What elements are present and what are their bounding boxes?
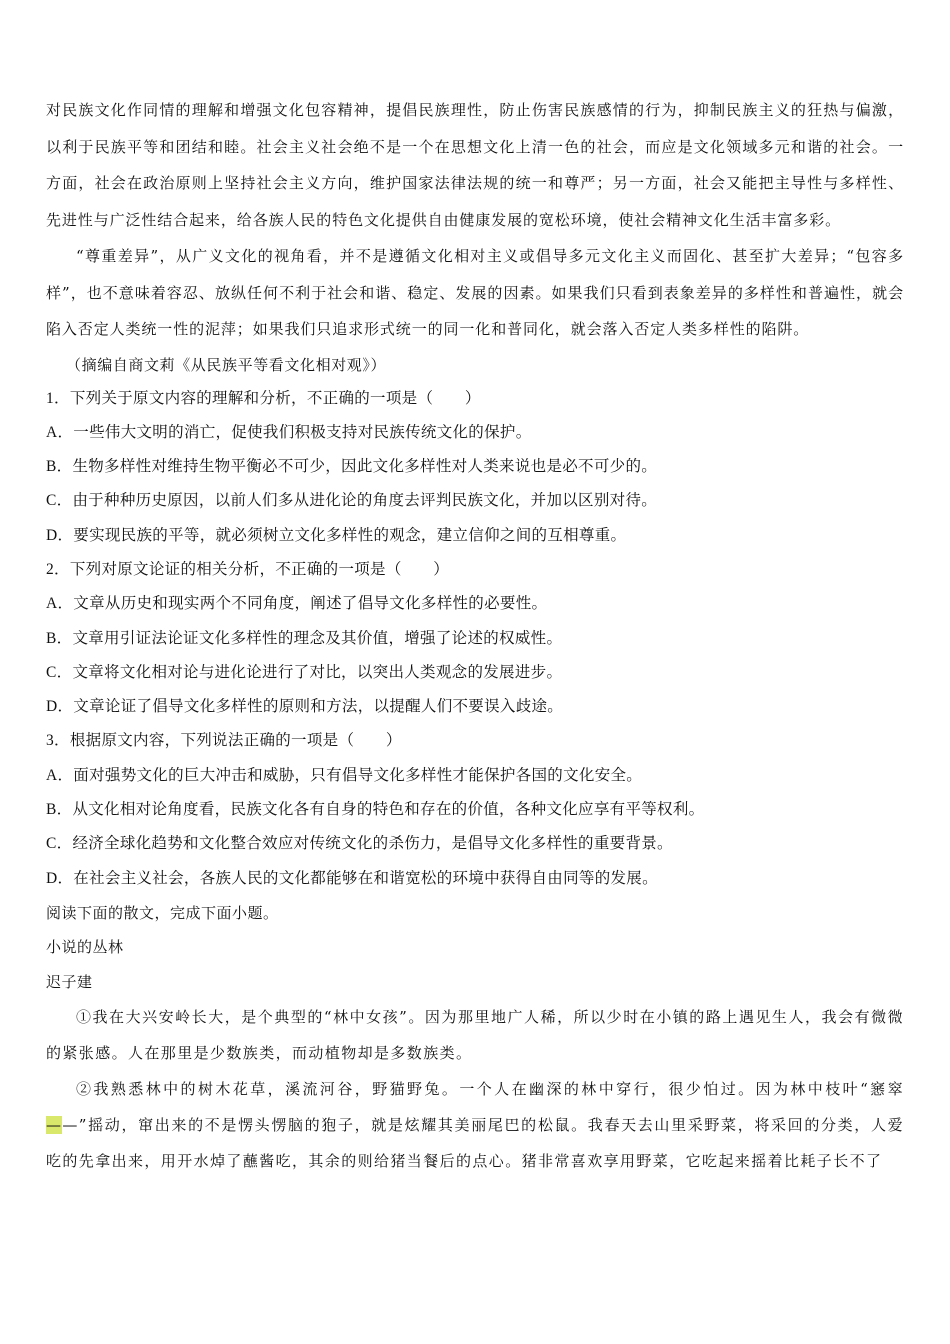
essay-paragraph bbox=[46, 1071, 904, 1179]
question-option: D．文章论证了倡导文化多样性的原则和方法，以提醒人们不要误入歧途。 bbox=[46, 698, 564, 716]
passage-source: （摘编自商文莉《从民族平等看文化相对观》） bbox=[66, 355, 387, 374]
essay-text: —”摇动，窜出来的不是愣头愣脑的狍子，就是炫耀其美丽尾巴的松鼠。我春天去山里采野菜，将采回的分类，人爱吃的先拿出来，用开水焯了蘸酱吃，其余的则给猪当餐后的点心。猪非常喜欢享用野菜，它吃起来摇着比耗子长不了 bbox=[46, 1116, 904, 1171]
passage-paragraph: 对民族文化作同情的理解和增强文化包容精神，提倡民族理性，防止伤害民族感情的行为，抑制民族主义的狂热与偏激，以利于民族平等和团结和睦。社会主义社会绝不是一个在思想文化上清一色的社会，而应是文化领域多元和谐的社会。一方面，社会在政治原则上坚持社会主义方向，维护国家法律法规的统一和尊严；另一方面，社会又能把主导性与多样性、先进性与广泛性结合起来，给各族人民的特色文化提供自由健康发展的宽松环境，使社会精神文化生活丰富多彩。 bbox=[46, 101, 904, 229]
question-option: A．文章从历史和现实两个不同角度，阐述了倡导文化多样性的必要性。 bbox=[46, 595, 548, 613]
question-option: C．经济全球化趋势和文化整合效应对传统文化的杀伤力，是倡导文化多样性的重要背景。 bbox=[46, 835, 673, 853]
question-2 bbox=[46, 553, 904, 724]
question-option: C．文章将文化相对论与进化论进行了对比，以突出人类观念的发展进步。 bbox=[46, 663, 563, 681]
essay-author: 迟子建 bbox=[46, 972, 93, 991]
question-option: B．文章用引证法论证文化多样性的理念及其价值，增强了论述的权威性。 bbox=[46, 629, 563, 647]
question-stem: 3．根据原文内容，下列说法正确的一项是（ ） bbox=[46, 732, 402, 750]
question-option: D．要实现民族的平等，就必须树立文化多样性的观念，建立信仰之间的互相尊重。 bbox=[46, 526, 627, 544]
question-option: C．由于种种历史原因，以前人们多从进化论的角度去评判民族文化，并加以区别对待。 bbox=[46, 492, 658, 510]
question-option: A．一些伟大文明的消亡，促使我们积极支持对民族传统文化的保护。 bbox=[46, 423, 532, 441]
question-1 bbox=[46, 382, 904, 553]
essay-title: 小说的丛林 bbox=[46, 938, 124, 957]
reading-prompt: 阅读下面的散文，完成下面小题。 bbox=[46, 903, 279, 922]
question-option: D．在社会主义社会，各族人民的文化都能够在和谐宽松的环境中获得自由同等的发展。 bbox=[46, 869, 658, 887]
question-option: A．面对强势文化的巨大冲击和威胁，只有倡导文化多样性才能保护各国的文化安全。 bbox=[46, 766, 643, 784]
question-stem: 1．下列关于原文内容的理解和分析，不正确的一项是（ ） bbox=[46, 389, 481, 407]
question-3 bbox=[46, 724, 904, 895]
question-option: B．生物多样性对维持生物平衡必不可少，因此文化多样性对人类来说也是必不可少的。 bbox=[46, 458, 658, 476]
essay-text: ②我熟悉林中的树木花草，溪流河谷，野猫野兔。一个人在幽深的林中穿行，很少怕过。因为林中枝叶“窸窣 bbox=[76, 1080, 904, 1099]
highlight-mark: — bbox=[46, 1116, 63, 1135]
question-option: B．从文化相对论角度看，民族文化各有自身的特色和存在的价值，各种文化应享有平等权利。 bbox=[46, 801, 705, 819]
passage-paragraph: “尊重差异”，从广义文化的视角看，并不是遵循文化相对主义或倡导多元文化主义而固化、甚至扩大差异；“包容多样”，也不意味着容忍、放纵任何不利于社会和谐、稳定、发展的因素。如果我们只看到表象差异的多样性和普遍性，就会陷入否定人类统一性的泥萍；如果我们只追求形式统一的同一化和普同化，就会落入否定人类多样性的陷阱。 bbox=[46, 247, 904, 338]
question-stem: 2．下列对原文论证的相关分析，不正确的一项是（ ） bbox=[46, 560, 450, 578]
document-page bbox=[46, 92, 904, 1179]
essay-paragraph: ①我在大兴安岭长大，是个典型的“林中女孩”。因为那里地广人稀，所以少时在小镇的路上遇见生人，我会有微微的紧张感。人在那里是少数族类，而动植物却是多数族类。 bbox=[46, 1008, 904, 1063]
